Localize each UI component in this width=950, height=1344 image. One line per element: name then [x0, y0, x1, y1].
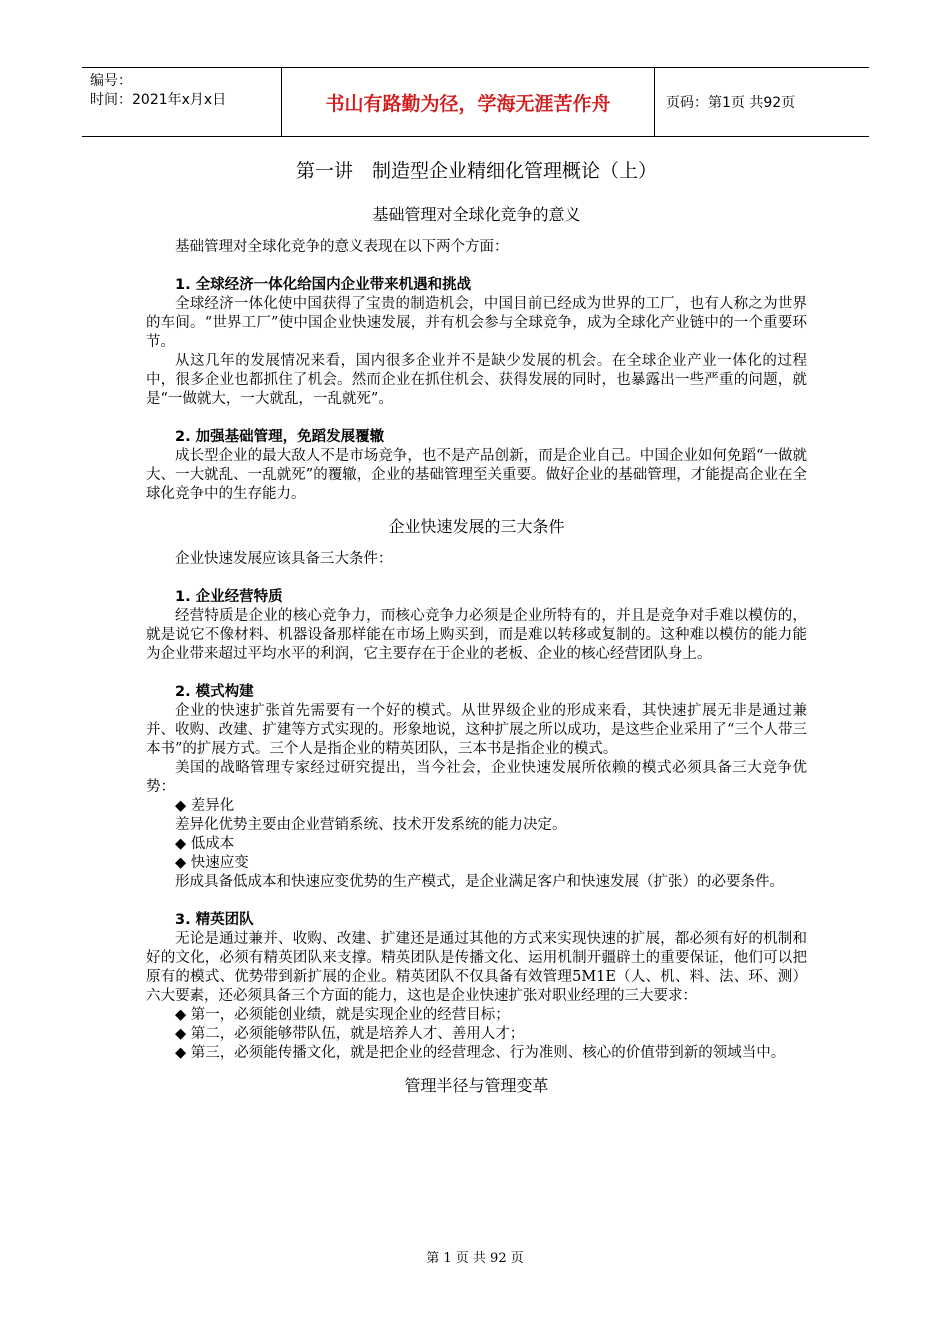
bullet-item: ◆ 第三，必须能传播文化，就是把企业的经营理念、行为准则、核心的价值带到新的领域当中。 — [175, 1045, 786, 1061]
paragraph: 从这几年的发展情况来看，国内很多企业并不是缺少发展的机会。在全球企业产业一体化的过程中，很多企业也都抓住了机会。然而企业在抓住机会、获得发展的同时，也暴露出一些严重的问题，就是“一做就大，一大就乱，一乱就死”。 — [146, 353, 807, 407]
page-footer: 第 1 页 共 92 页 — [426, 1251, 524, 1266]
paragraph: 全球经济一体化使中国获得了宝贵的制造机会，中国目前已经成为世界的工厂，也有人称之为世界的车间。“世界工厂”使中国企业快速发展，并有机会参与全球竞争，成为全球化产业链中的一个重要环节。 — [146, 296, 807, 350]
number-label: 编号： — [90, 73, 132, 89]
section-heading: 基础管理对全球化竞争的意义 — [372, 205, 581, 224]
paragraph: 成长型企业的最大敌人不是市场竞争，也不是产品创新，而是企业自己。中国企业如何免蹈“一做就大、一大就乱、一乱就死”的覆辙，企业的基础管理至关重要。做好企业的基础管理，才能提高企业在全球化竞争中的生存能力。 — [146, 448, 807, 502]
paragraph: 企业快速发展应该具备三大条件： — [175, 551, 393, 567]
paragraph: 基础管理对全球化竞争的意义表现在以下两个方面： — [175, 239, 509, 255]
subsection-heading: 3. 精英团队 — [175, 912, 254, 928]
bullet-item: ◆ 快速应变 — [175, 855, 249, 871]
paragraph: 经营特质是企业的核心竞争力，而核心竞争力必须是企业所特有的，并且是竞争对手难以模仿的，就是说它不像材料、机器设备那样能在市场上购买到，而是难以转移或复制的。这种难以模仿的能力能为企业带来超过平均水平的利润，它主要存在于企业的老板、企业的核心经营团队身上。 — [146, 608, 807, 662]
paragraph: 企业的快速扩张首先需要有一个好的模式。从世界级企业的形成来看，其快速扩展无非是通过兼并、收购、改建、扩建等方式实现的。形象地说，这种扩展之所以成功，是这些企业采用了“三个人带三本书”的扩展方式。三个人是指企业的精英团队，三本书是指企业的模式。 — [146, 703, 807, 757]
document-body — [146, 158, 807, 1109]
paragraph: 差异化优势主要由企业营销系统、技术开发系统的能力决定。 — [175, 817, 567, 833]
paragraph: 无论是通过兼并、收购、改建、扩建还是通过其他的方式来实现快速的扩展，都必须有好的机制和好的文化，必须有精英团队来支撑。精英团队是传播文化、运用机制开疆辟土的重要保证，他们可以把原有的模式、优势带到新扩展的企业。精英团队不仅具备有效管理5M1E（人、机、料、法、环、测）六大要素，还必须具备三个方面的能力，这也是企业快速扩张对职业经理的三大要求： — [146, 931, 807, 1004]
document-header — [82, 67, 869, 137]
document-title: 第一讲 制造型企业精细化管理概论（上） — [295, 160, 657, 182]
subsection-heading: 2. 加强基础管理，免蹈发展覆辙 — [175, 429, 385, 445]
header-divider — [654, 68, 655, 136]
paragraph: 美国的战略管理专家经过研究提出，当今社会，企业快速发展所依赖的模式必须具备三大竞争优势： — [146, 760, 807, 795]
bullet-item: ◆ 第二，必须能够带队伍，就是培养人才、善用人才； — [175, 1026, 525, 1042]
section-heading: 管理半径与管理变革 — [404, 1076, 549, 1095]
paragraph: 形成具备低成本和快速应变优势的生产模式，是企业满足客户和快速发展（扩张）的必要条件。 — [175, 874, 784, 890]
header-left — [90, 72, 226, 110]
bullet-item: ◆ 差异化 — [175, 798, 235, 814]
header-page-info: 页码：第1页 共92页 — [666, 95, 796, 111]
date-line: 时间：2021年x月x日 — [90, 92, 227, 108]
bullet-item: ◆ 第一，必须能创业绩，就是实现企业的经营目标； — [175, 1007, 510, 1023]
header-motto: 书山有路勤为径，学海无涯苦作舟 — [325, 92, 611, 115]
subsection-heading: 2. 模式构建 — [175, 684, 254, 700]
section-heading: 企业快速发展的三大条件 — [388, 517, 565, 536]
subsection-heading: 1. 全球经济一体化给国内企业带来机遇和挑战 — [175, 277, 472, 293]
subsection-heading: 1. 企业经营特质 — [175, 589, 283, 605]
bullet-item: ◆ 低成本 — [175, 836, 235, 852]
